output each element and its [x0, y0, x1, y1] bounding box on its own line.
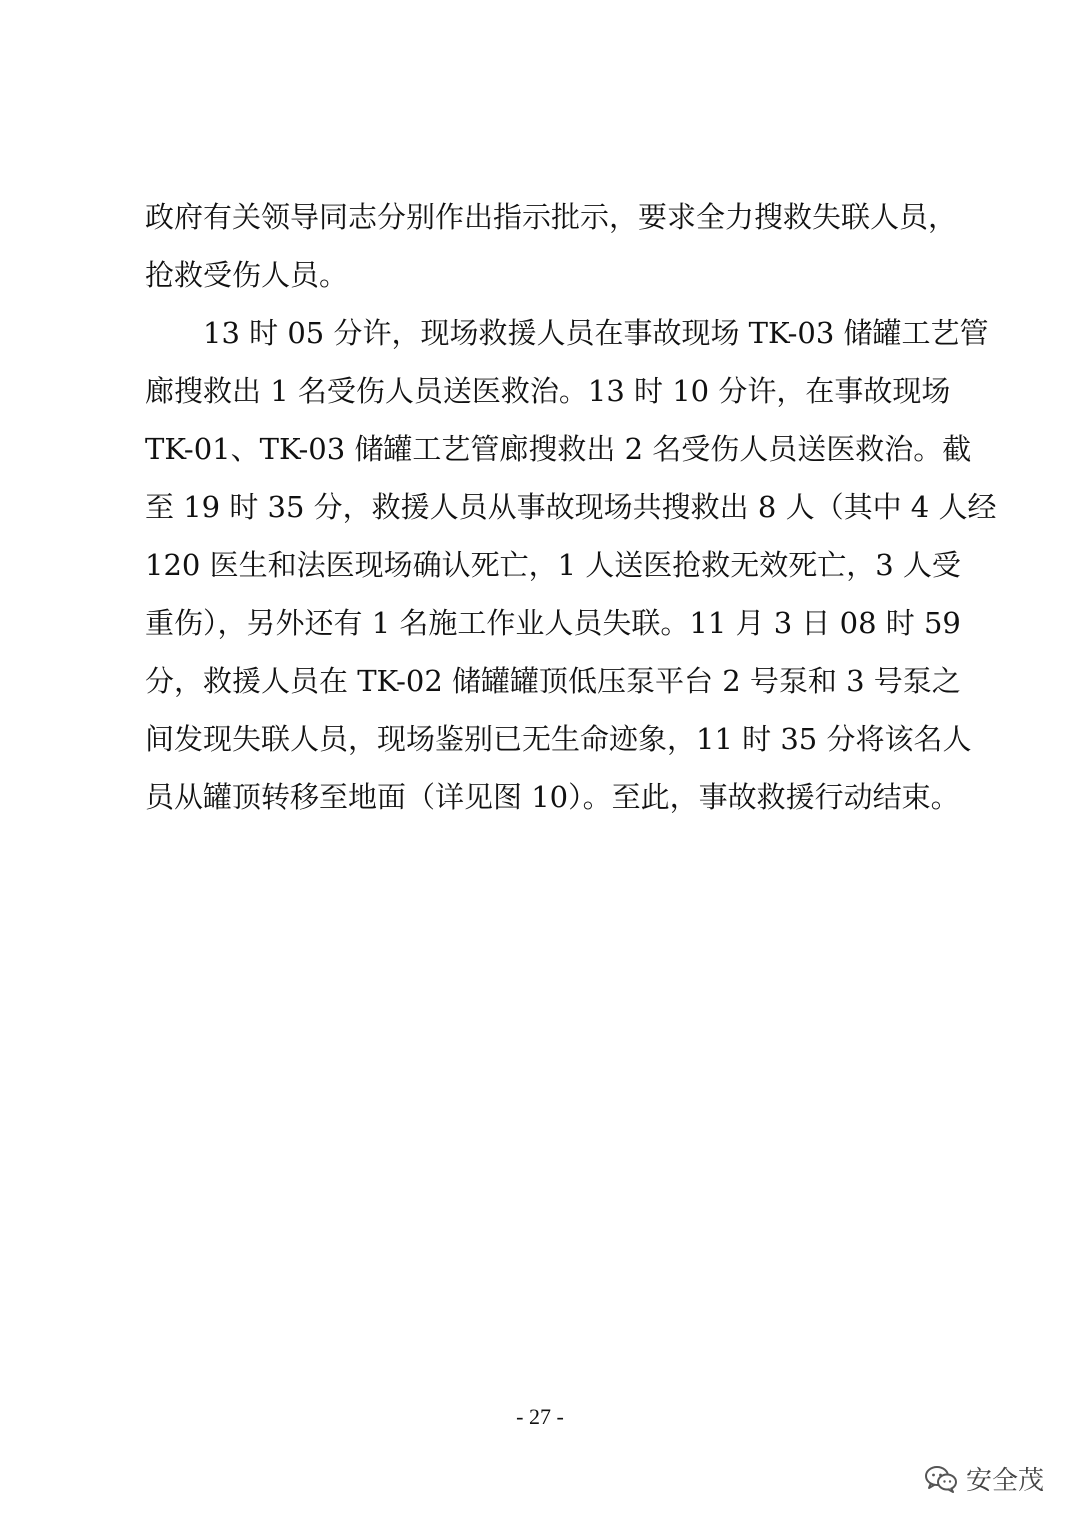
page-number: - 27 -: [516, 1404, 564, 1429]
paragraph-2-line-9: 员从罐顶转移至地面（详见图 10）。至此，事故救援行动结束。: [145, 780, 960, 814]
watermark-text: 安全茂: [965, 1466, 1044, 1496]
paragraph-2-line-2: 廊搜救出 1 名受伤人员送医救治。13 时 10 分许，在事故现场: [145, 374, 951, 408]
paragraph-2-line-6: 重伤），另外还有 1 名施工作业人员失联。11 月 3 日 08 时 59: [145, 606, 961, 640]
document-body: [145, 188, 997, 826]
paragraph-2-line-3: TK-01、TK-03 储罐工艺管廊搜救出 2 名受伤人员送医救治。截: [145, 432, 972, 466]
paragraph-1-line-1: 政府有关领导同志分别作出指示批示，要求全力搜救失联人员，: [145, 200, 958, 234]
paragraph-1-line-2: 抢救受伤人员。: [145, 258, 349, 292]
paragraph-2-line-1: 13 时 05 分许，现场救援人员在事故现场 TK-03 储罐工艺管: [203, 316, 989, 350]
paragraph-2-line-7: 分，救援人员在 TK-02 储罐罐顶低压泵平台 2 号泵和 3 号泵之: [145, 664, 961, 698]
paragraph-2-line-5: 120 医生和法医现场确认死亡，1 人送医抢救无效死亡，3 人受: [145, 548, 961, 582]
paragraph-2-line-4: 至 19 时 35 分，救援人员从事故现场共搜救出 8 人（其中 4 人经: [145, 490, 997, 524]
paragraph-2-line-8: 间发现失联人员，现场鉴别已无生命迹象，11 时 35 分将该名人: [145, 722, 972, 756]
wechat-icon: [924, 1465, 958, 1493]
watermark: [924, 1460, 1044, 1497]
